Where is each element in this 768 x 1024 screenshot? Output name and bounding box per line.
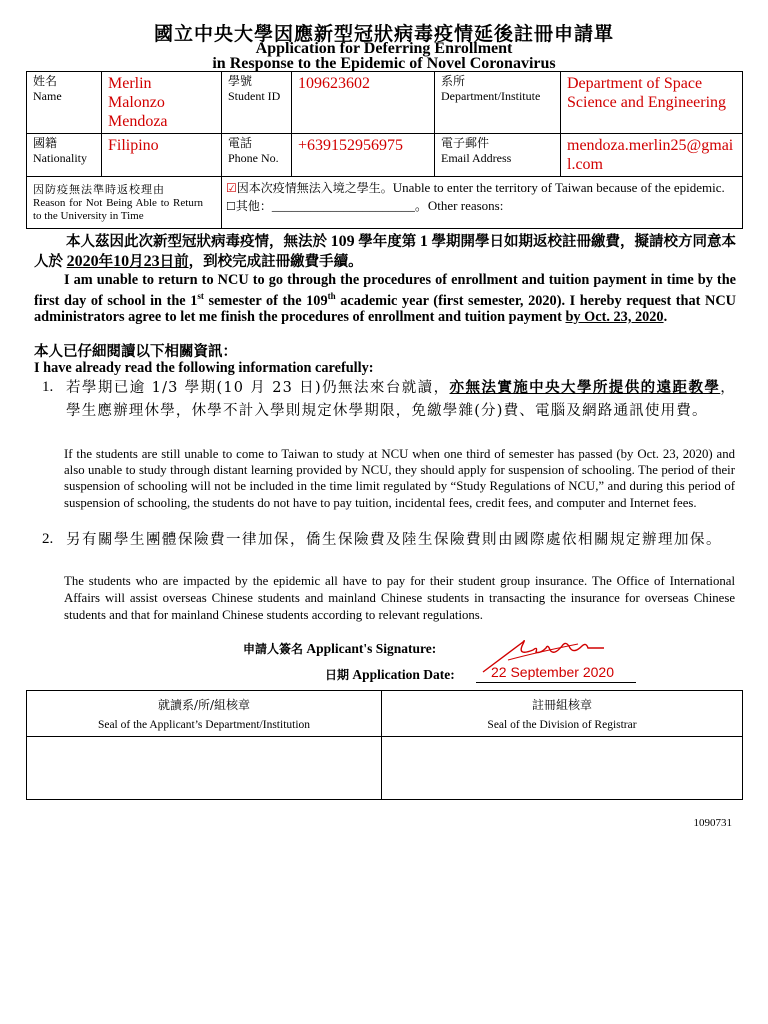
reason-option-1[interactable] xyxy=(226,180,738,196)
registrar-seal-box[interactable] xyxy=(382,737,743,800)
email-value-cell[interactable] xyxy=(561,134,743,177)
statement-en-part3: academic year (first semester, 2020). I hereby request that NCU administrators agree to let me finish the procedures of enrollment and tuition payment xyxy=(34,292,736,325)
reason-label-zh: 因防疫無法準時返校理由 xyxy=(33,183,165,196)
dept-seal-zh: 就讀系/所/組核章 xyxy=(157,698,251,712)
email-value: mendoza.merlin25@gmail.com xyxy=(567,137,734,173)
form-code: 1090731 xyxy=(693,817,732,829)
item1-zh xyxy=(66,377,736,422)
department-label-zh: 系所 xyxy=(441,74,466,88)
name-value: Merlin Malonzo Mendoza xyxy=(108,75,168,130)
nationality-label-en: Nationality xyxy=(33,151,87,165)
name-label-zh: 姓名 xyxy=(33,74,58,88)
item1-zh-part1: 若學期已逾 1/3 學期(10 月 23 日)仍無法來台就讀， xyxy=(66,380,450,396)
statement-en xyxy=(34,272,736,325)
deadline-month-unit: 月 xyxy=(129,253,144,270)
department-label-cell xyxy=(435,72,561,134)
registrar-seal-header xyxy=(382,691,743,737)
statement-en-deadline: by Oct. 23, 2020 xyxy=(565,308,664,325)
student-id-label-cell xyxy=(222,72,292,134)
item2-zh: 另有關學生團體保險費一律加保，僑生保險費及陸生保險費則由國際處依相關規定辦理加保。 xyxy=(66,532,722,548)
application-date-value[interactable]: 22 September 2020 xyxy=(491,664,614,680)
deadline-year: 2020 xyxy=(66,253,99,270)
signature-label-en: Applicant's Signature: xyxy=(306,641,437,656)
signature-label-zh: 申請人簽名 xyxy=(243,642,304,656)
item1-zh-part2: ，學生應辦理休學，休學不計入學則規定休學期限，免繳學雜(分)費、電腦及網路通訊使用費。 xyxy=(66,380,736,419)
email-label-cell xyxy=(435,134,561,177)
phone-label-zh: 電話 xyxy=(228,136,253,150)
student-id-label-en: Student ID xyxy=(228,89,281,103)
reason-option-2[interactable] xyxy=(226,198,738,215)
signature-label xyxy=(243,640,436,657)
department-value: Department of Space Science and Engineering xyxy=(567,75,727,111)
reason-label-en: Reason for Not Being Able to Return to the University in Time xyxy=(33,197,203,222)
statement-zh xyxy=(34,232,736,272)
phone-value-cell[interactable] xyxy=(292,134,435,177)
nationality-value-cell[interactable] xyxy=(102,134,222,177)
deadline-year-unit: 年 xyxy=(98,253,114,270)
nationality-label-cell xyxy=(27,134,102,177)
item2-en: The students who are impacted by the epidemic all have to pay for their student group insurance. The Office of International Affairs will assist overseas Chinese students and mainland Chinese students in transacting the insurance for overseas Chinese students and that for mainland Chinese students according to relevant regulations. xyxy=(64,574,735,622)
email-label-zh: 電子郵件 xyxy=(441,136,490,150)
info-header-zh: 本人已仔細閱讀以下相關資訊： xyxy=(34,343,237,360)
student-id-value: 109623602 xyxy=(298,75,370,92)
reason-options-cell xyxy=(222,177,743,229)
statement-zh-part3: 學期開學日如期返校註冊繳費，擬請校方同意本人於 xyxy=(34,233,736,270)
name-value-cell[interactable] xyxy=(102,72,222,134)
name-label-cell xyxy=(27,72,102,134)
item2-number: 2. xyxy=(42,531,54,547)
title-zh: 國立中央大學因應新型冠狀病毒疫情延後註冊申請單 xyxy=(153,23,614,45)
personal-info-table xyxy=(26,71,743,229)
checked-box-icon[interactable]: ☑ xyxy=(226,181,237,195)
email-label-en: Email Address xyxy=(441,151,512,165)
date-label xyxy=(325,666,455,683)
reason-option-2-zh: 其他： xyxy=(235,199,272,213)
registrar-seal-zh: 註冊組核章 xyxy=(531,698,592,712)
statement-en-period: . xyxy=(663,308,668,325)
date-label-zh: 日期 xyxy=(325,668,350,682)
dept-seal-header xyxy=(27,691,382,737)
info-header-en: I have already read the following information carefully: xyxy=(34,360,374,376)
phone-label-cell xyxy=(222,134,292,177)
statement-en-part1: I am unable to return to NCU to go through the procedures of enrollment and tuition payment in time by the first day of school in the 1 xyxy=(34,272,736,309)
reason-option-2-en: 。Other reasons: xyxy=(414,198,504,213)
student-id-label-zh: 學號 xyxy=(228,74,253,88)
dept-seal-en: Seal of the Applicant’s Department/Institution xyxy=(97,719,311,731)
dept-seal-box[interactable] xyxy=(27,737,382,800)
seals-table xyxy=(26,690,743,800)
phone-value: +639152956975 xyxy=(298,137,404,154)
title-en-line1: Application for Deferring Enrollment xyxy=(255,40,513,57)
statement-zh-part4: ，到校完成註冊繳費手續。 xyxy=(188,253,363,270)
statement-en-sup2: th xyxy=(327,291,336,301)
item1-number: 1. xyxy=(42,379,54,395)
department-label-en: Department/Institute xyxy=(441,89,541,103)
statement-zh-part1: 本人茲因此次新型冠狀病毒疫情，無法於 xyxy=(66,233,327,250)
reason-option-1-zh: 因本次疫情無法入境之學生。 xyxy=(236,181,393,195)
phone-label-en: Phone No. xyxy=(228,151,279,165)
deadline-month: 10 xyxy=(113,253,130,270)
title-en-line2: in Response to the Epidemic of Novel Coronavirus xyxy=(212,55,556,72)
statement-zh-year: 109 xyxy=(330,233,355,250)
department-value-cell[interactable] xyxy=(561,72,743,134)
deadline-day: 23 xyxy=(143,253,160,270)
statement-zh-sem: 1 xyxy=(419,233,428,250)
reason-option-2-blank[interactable]: ______________________ xyxy=(271,198,415,213)
unchecked-box-icon[interactable]: ☐ xyxy=(226,201,236,213)
date-underline xyxy=(476,682,636,683)
reason-option-1-en: Unable to enter the territory of Taiwan because of the epidemic. xyxy=(392,180,725,195)
student-id-value-cell[interactable] xyxy=(292,72,435,134)
nationality-value: Filipino xyxy=(108,137,159,154)
reason-label-cell xyxy=(27,177,222,229)
statement-zh-part2: 學年度第 xyxy=(358,233,417,250)
item1-zh-underlined: 亦無法實施中央大學所提供的遠距教學 xyxy=(449,379,721,396)
statement-en-sup1: st xyxy=(197,291,204,301)
name-label-en: Name xyxy=(33,89,62,103)
statement-en-part2: semester of the 109 xyxy=(203,292,328,309)
date-label-en: Application Date: xyxy=(352,667,455,682)
deadline-day-unit: 日前 xyxy=(159,253,189,270)
statement-zh-deadline xyxy=(67,254,189,270)
item1-en: If the students are still unable to come to Taiwan to study at NCU when one third of semester has passed (by Oct. 23, 2020) and also unable to study through distant learning provided by NCU, they should apply for suspension of schooling. The period of their suspension of schooling will not be included in the time limit regulated by “Study Regulations of NCU,” and during this period of suspension of schooling, the students do not have to pay tuition, incidental fees, credit fees, and computer and Internet fees. xyxy=(64,447,735,510)
nationality-label-zh: 國籍 xyxy=(33,136,58,150)
registrar-seal-en: Seal of the Division of Registrar xyxy=(487,719,637,731)
